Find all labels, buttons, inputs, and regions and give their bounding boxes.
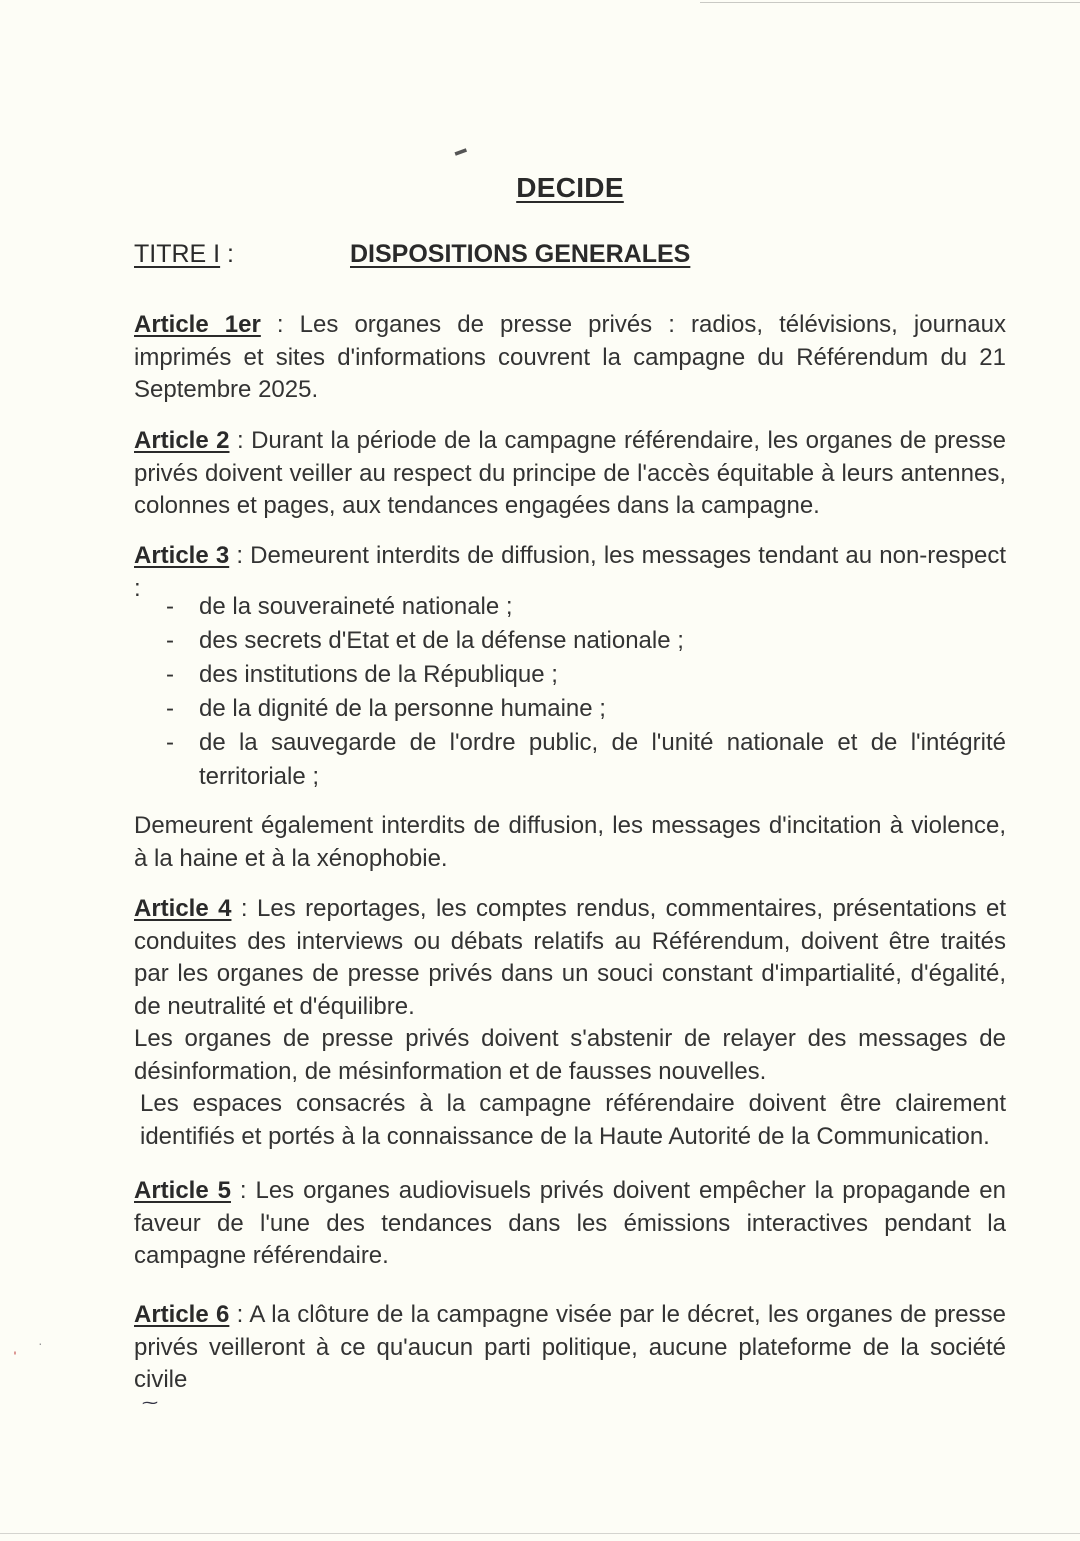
article-paragraph: Les espaces consacrés à la campagne référendaire doivent être clairement identifiés et portés à la connaissance de la Haute Autorité de la Communication. — [140, 1090, 1006, 1150]
list-dash: - — [166, 593, 174, 620]
article-label: Article 2 — [134, 427, 230, 454]
article-text: Les organes de presse privés : radios, télévisions, journaux imprimés et sites d'informations couvrent la campagne du Référendum du 21 Septembre 2025. — [134, 311, 1006, 403]
article-label: Article 4 — [134, 895, 232, 922]
article-text: Demeurent interdits de diffusion, les messages tendant au non-respect : — [134, 542, 1006, 602]
list-item: - des secrets d'Etat et de la défense nationale ; — [134, 624, 1006, 658]
section-title: DISPOSITIONS GENERALES — [350, 240, 691, 268]
article-paragraph — [134, 893, 1006, 1023]
scan-edge-line — [700, 2, 1080, 3]
list-dash: - — [166, 661, 174, 688]
article-1 — [134, 309, 1006, 407]
list-dash: - — [166, 695, 174, 722]
article-separator: : — [230, 1177, 256, 1204]
scan-speck: ⁓ — [142, 1395, 158, 1412]
article-paragraph: Les organes de presse privés doivent s'abstenir de relayer des messages de désinformation, de mésinformation et de fausses nouvelles. — [134, 1025, 1006, 1085]
article-5 — [134, 1175, 1006, 1273]
list-dash: - — [166, 627, 174, 654]
list-item: - de la sauvegarde de l'ordre public, de l'unité nationale et de l'intégrité territoriale ; — [134, 726, 1006, 794]
article-separator: : — [229, 1301, 250, 1328]
list-item: - de la dignité de la personne humaine ; — [134, 692, 1006, 726]
article-label: Article 1er — [134, 311, 261, 338]
article-3-list — [134, 590, 1006, 794]
article-text: A la clôture de la campagne visée par le décret, les organes de presse privés veilleront à ce qu'aucun parti politique, aucune plateforme de la société civile — [134, 1301, 1006, 1393]
article-4 — [134, 893, 1006, 1153]
list-dash: - — [166, 729, 174, 756]
page-title: DECIDE — [516, 172, 624, 203]
article-6 — [134, 1299, 1006, 1397]
article-label: Article 6 — [134, 1301, 230, 1328]
article-text: Les organes audiovisuels privés doivent empêcher la propagande en faveur de l'une des tendances dans les émissions interactives pendant la campagne référendaire. — [134, 1177, 1006, 1269]
article-text: Durant la période de la campagne référendaire, les organes de presse privés doivent veiller au respect du principe de l'accès équitable à leurs antennes, colonnes et pages, aux tendances engagées dans la campagne. — [134, 427, 1006, 519]
scan-edge-line — [0, 1533, 1080, 1534]
article-2 — [134, 425, 1006, 523]
section-number: TITRE I : — [134, 240, 235, 268]
article-label: Article 5 — [134, 1177, 231, 1204]
scan-speck: ▬ — [451, 141, 469, 159]
scan-speck: ˌ — [12, 1335, 18, 1355]
article-separator: : — [229, 427, 252, 454]
article-separator: : — [229, 542, 251, 569]
list-item: - de la souveraineté nationale ; — [134, 590, 1006, 624]
article-text: Les reportages, les comptes rendus, commentaires, présentations et conduites des interviews ou débats relatifs au Référendum, doivent être traités par les organes de presse privés dans un souci constant d'impartialité, d'égalité, de neutralité et d'équilibre. — [134, 895, 1006, 1020]
article-label: Article 3 — [134, 542, 230, 569]
article-separator: : — [260, 311, 300, 338]
list-item: - des institutions de la République ; — [134, 658, 1006, 692]
article-separator: : — [231, 895, 257, 922]
scan-speck: · — [38, 1335, 43, 1351]
article-3-closing: Demeurent également interdits de diffusion, les messages d'incitation à violence, à la haine et à la xénophobie. — [134, 812, 1006, 872]
